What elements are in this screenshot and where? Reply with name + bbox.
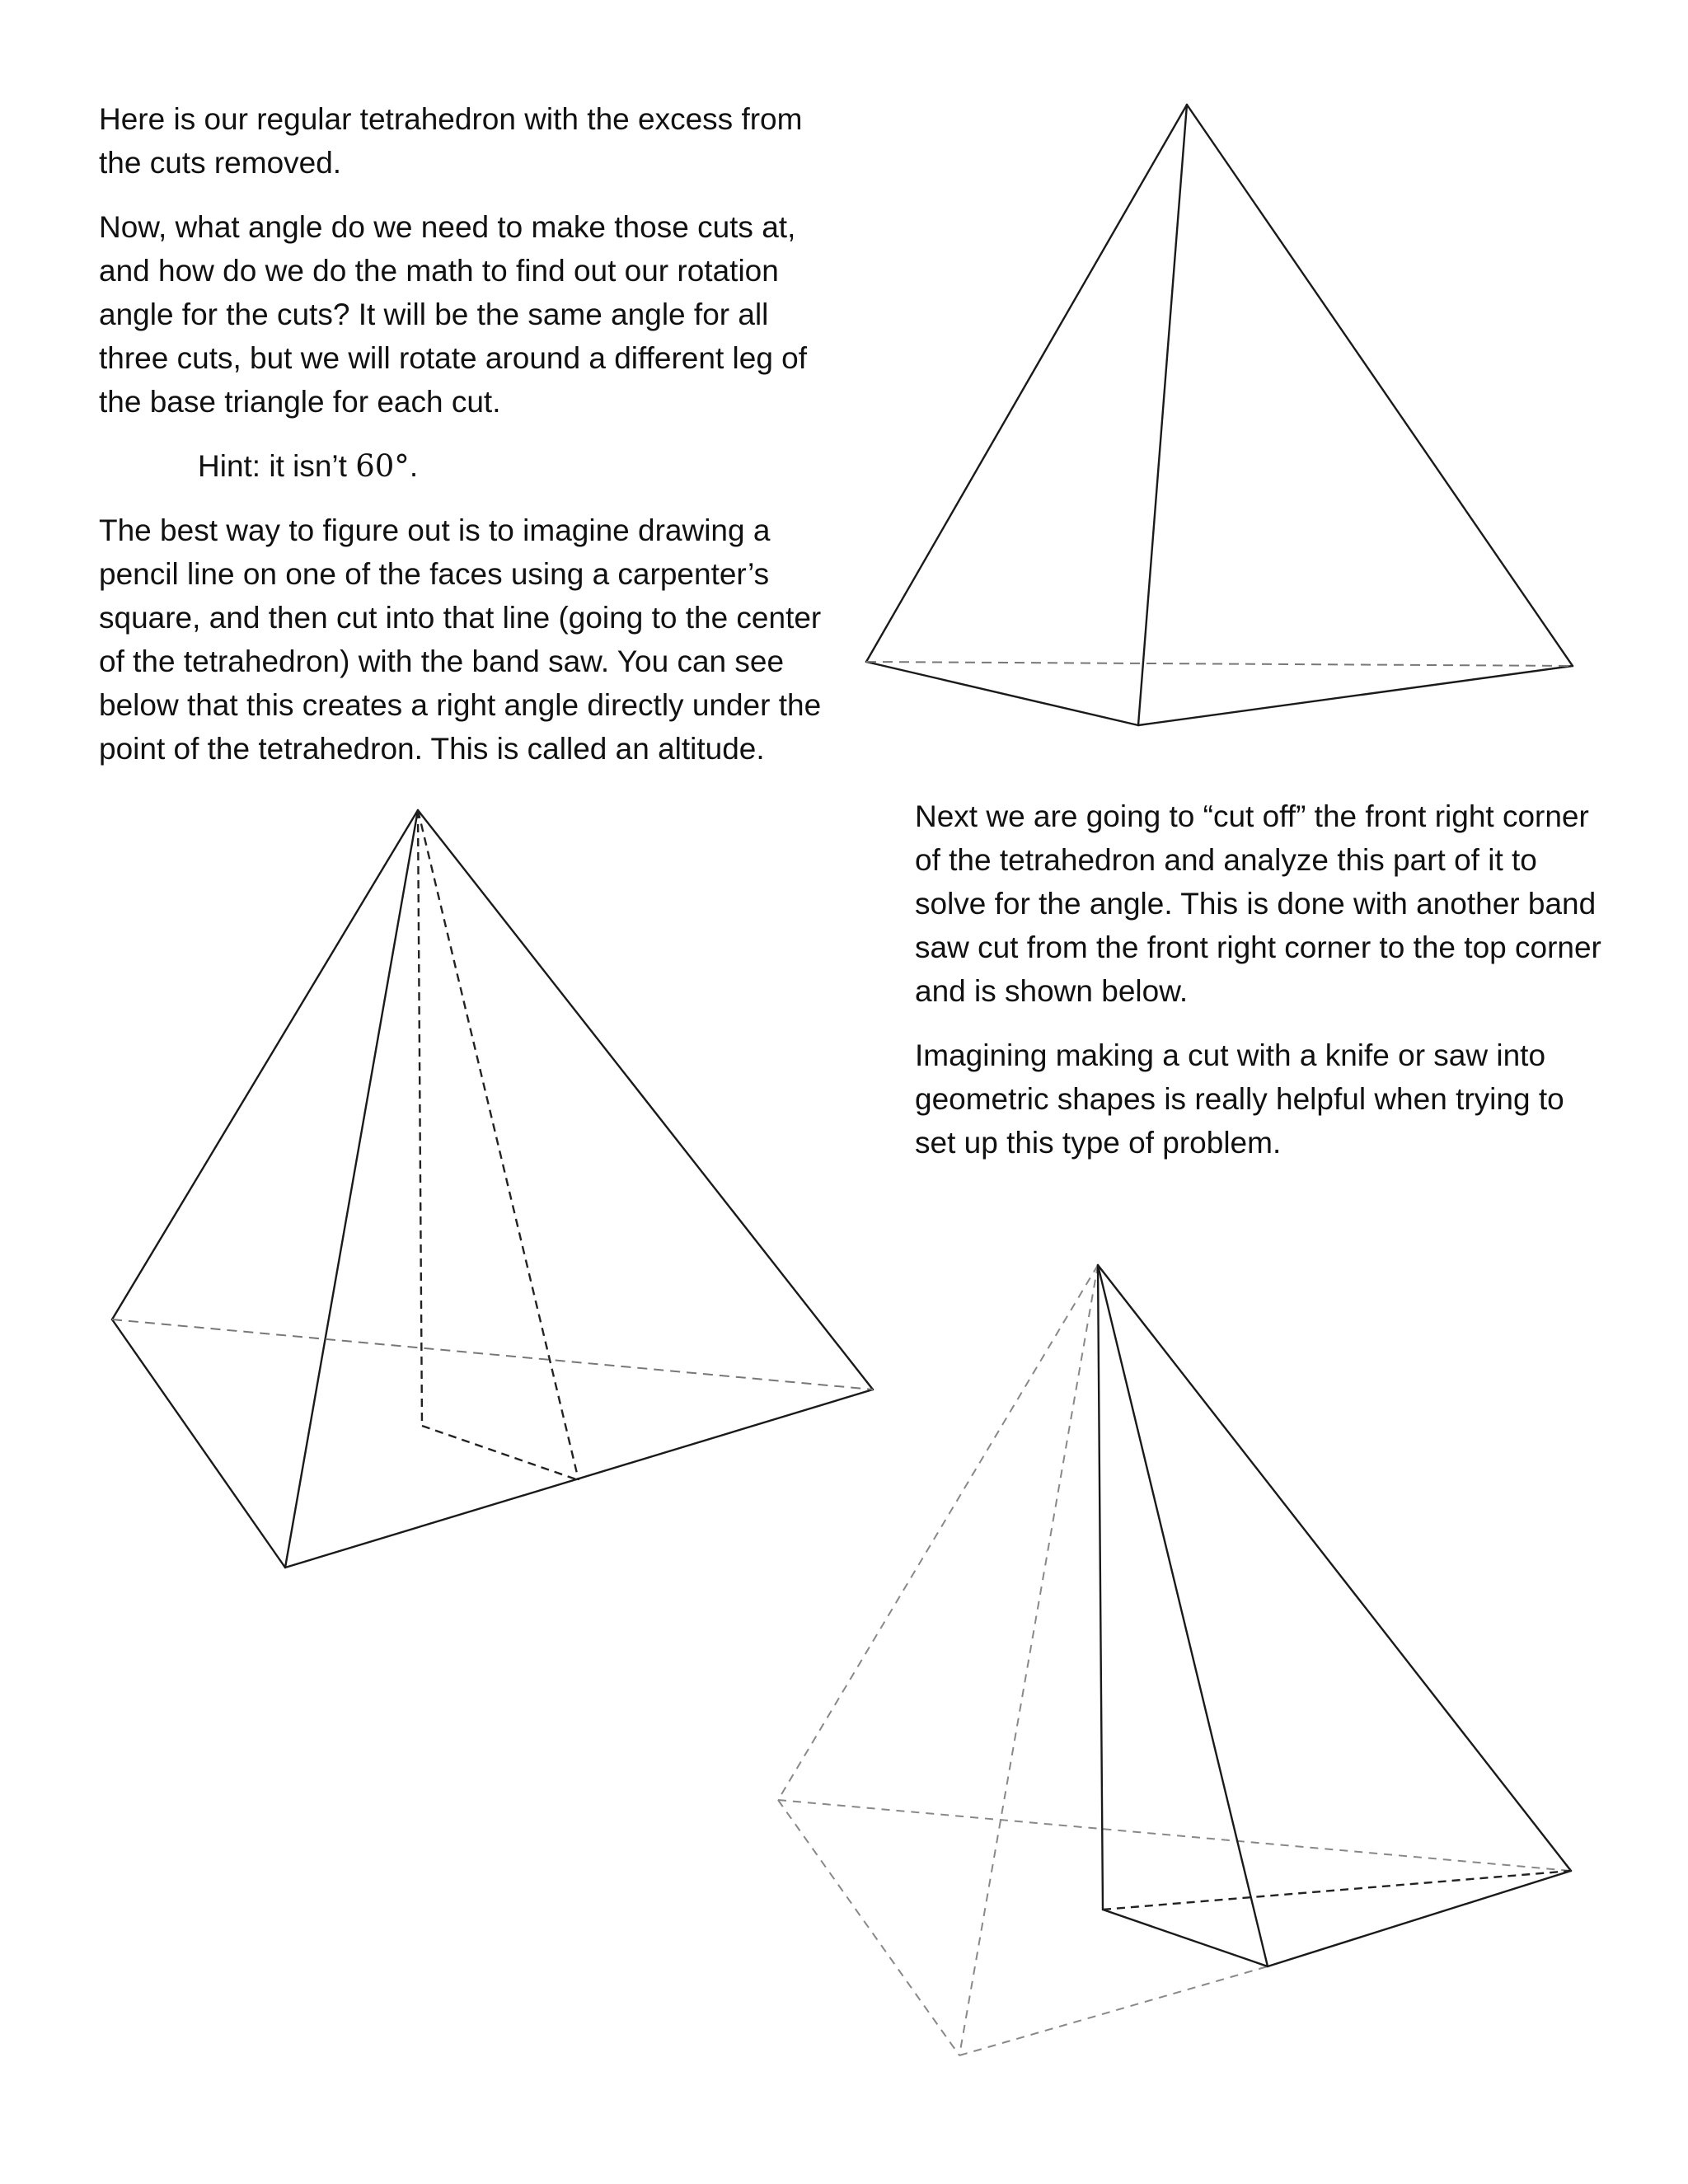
paragraph-cut-off: Next we are going to “cut off” the front right corner of the tetrahedron and analyze this part of it to solve for the angle. This is done with another band saw cut from the front right corner to the top corner and is shown below. bbox=[915, 799, 1601, 1008]
cut-corner-solid-piece bbox=[1098, 1265, 1571, 1966]
cut-corner-hidden-tetrahedron bbox=[778, 1265, 1571, 2055]
paragraph-altitude: The best way to figure out is to imagine drawing a pencil line on one of the faces using a carpenter’s square, and then cut into that line (going to the center of the tetrahedron) with the band saw. You can see below that this creates a right angle directly under the point of the tetrahedron. This is called an altitude. bbox=[99, 513, 822, 766]
hint-suffix: . bbox=[409, 449, 419, 483]
paragraph-imagining: Imagining making a cut with a knife or saw into geometric shapes is really helpful when trying to set up this type of problem. bbox=[915, 1038, 1564, 1160]
cut-corner-hidden-edge bbox=[1103, 1871, 1571, 1910]
paragraph-intro: Here is our regular tetrahedron with the excess from the cuts removed. bbox=[99, 102, 803, 180]
paragraph-question: Now, what angle do we need to make those cuts at, and how do we do the math to find out our rotation angle for the cuts? It will be the same angle for all three cuts, but we will rotate around a different leg of the base triangle for each cut. bbox=[99, 210, 808, 419]
hint-angle: 60° bbox=[355, 448, 410, 484]
hint-prefix: Hint: it isn’t bbox=[198, 449, 356, 483]
